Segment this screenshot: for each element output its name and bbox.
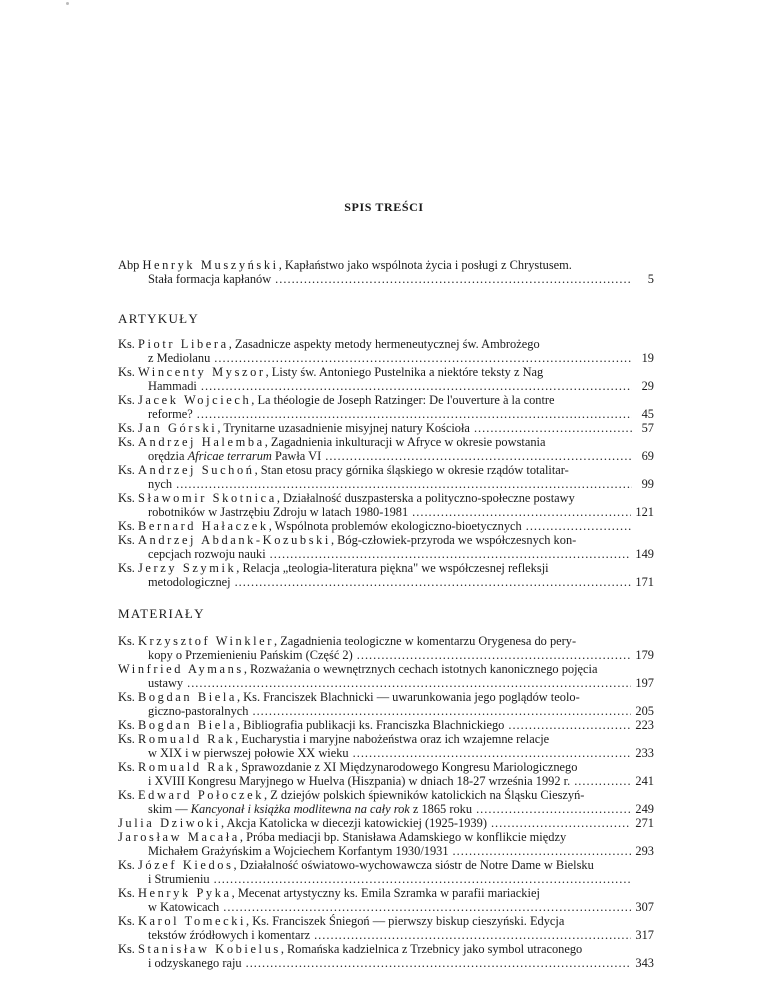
entry-prefix: Ks.	[118, 732, 135, 746]
toc-entry	[118, 533, 654, 561]
dot-leader	[412, 505, 631, 519]
toc-entry	[118, 393, 654, 421]
page-number: 99	[641, 477, 654, 491]
entry-author: Winfried Aymans	[118, 662, 244, 676]
entry-prefix: Ks.	[118, 760, 135, 774]
page-number: 19	[641, 351, 654, 365]
dot-leader	[214, 872, 632, 886]
entry-title: , Zasadnicze aspekty metody hermeneutycznej św. Ambrożego	[228, 337, 540, 351]
entry-author: Julia Dziwoki	[118, 816, 221, 830]
entry-first-line	[118, 858, 654, 872]
entry-author: Bogdan Biela	[137, 690, 237, 704]
entry-first-line	[118, 337, 654, 351]
dot-leader	[353, 746, 632, 760]
entry-title: , Mecenat artystyczny ks. Emila Szramka w parafii mariackiej	[231, 886, 540, 900]
entry-leader-line	[118, 956, 654, 970]
entry-prefix: Ks.	[118, 421, 135, 435]
entry-author: Jan Górski	[137, 421, 218, 435]
page-number: 197	[635, 676, 654, 690]
intro-entry	[118, 258, 654, 286]
entry-title-continued: i Strumieniu	[148, 872, 210, 886]
entry-first-line	[118, 258, 654, 272]
toc-entry	[118, 337, 654, 365]
entry-leader-line	[118, 547, 654, 561]
page-number: 57	[641, 421, 654, 435]
entry-title-italic: Africae terrarum	[187, 449, 272, 463]
dot-leader	[574, 774, 631, 788]
entry-first-line	[118, 519, 654, 533]
entry-title: , Ks. Franciszek Śniegoń — pierwszy biskup cieszyński. Edycja	[246, 914, 565, 928]
dot-leader	[246, 956, 632, 970]
toc-entry	[118, 421, 654, 435]
entry-prefix: Ks.	[118, 942, 135, 956]
page-number: 223	[635, 718, 654, 732]
entry-title-continued: ustawy	[148, 676, 184, 690]
entry-prefix: Ks.	[118, 337, 135, 351]
entry-author: Andrzej Halemba	[137, 435, 265, 449]
entry-prefix: Ks.	[118, 690, 135, 704]
section-heading-articles: ARTYKUŁY	[118, 311, 200, 326]
entry-first-line	[118, 914, 654, 928]
entry-author: Wincenty Myszor	[137, 365, 266, 379]
toc-entry	[118, 914, 654, 942]
entry-title-continued: robotników w Jastrzębiu Zdroju w latach 1980-1981	[148, 505, 409, 519]
page-number: 271	[635, 816, 654, 830]
dot-leader	[453, 844, 632, 858]
toc-entry	[118, 886, 654, 914]
page-number: 293	[635, 844, 654, 858]
toc-entry	[118, 830, 654, 858]
toc-entry	[118, 858, 654, 886]
entry-title: , Bibliografia publikacji ks. Franciszka Blachnickiego	[236, 718, 505, 732]
entry-leader-line	[118, 449, 654, 463]
entry-first-line	[118, 690, 654, 704]
entry-title-continued: nych	[148, 477, 173, 491]
entry-first-line	[118, 435, 654, 449]
page-number: 45	[641, 407, 654, 421]
entry-first-line	[118, 816, 654, 830]
entry-prefix: Ks.	[118, 858, 135, 872]
entry-leader-line	[118, 844, 654, 858]
toc-entry	[118, 816, 654, 830]
dot-leader	[187, 676, 631, 690]
entry-title: , Ks. Franciszek Blachnicki — uwarunkowania jego poglądów teolo-	[236, 690, 580, 704]
entry-author: Jerzy Szymik	[137, 561, 237, 575]
entry-text	[118, 816, 487, 830]
entry-prefix: Ks.	[118, 886, 135, 900]
toc-entry	[118, 718, 654, 732]
entry-title: , Kapłaństwo jako wspólnota życia i posługi z Chrystusem.	[278, 258, 572, 272]
materials-list	[118, 634, 654, 970]
entry-author: Andrzej Abdank-Kozubski	[137, 533, 331, 547]
entry-title: , Stan etosu pracy górnika śląskiego w okresie rządów totalitar-	[254, 463, 569, 477]
page-number: 241	[635, 774, 654, 788]
entry-title-continued: w Katowicach	[148, 900, 220, 914]
page-number: 307	[635, 900, 654, 914]
entry-leader-line	[118, 704, 654, 718]
entry-leader-line	[118, 351, 654, 365]
entry-first-line	[118, 533, 654, 547]
entry-first-line	[118, 732, 654, 746]
entry-author: Bernard Hałaczek	[137, 519, 269, 533]
toc-entry	[118, 491, 654, 519]
entry-author: Józef Kiedos	[137, 858, 234, 872]
entry-leader-line	[118, 676, 654, 690]
entry-title-continued: cepcjach rozwoju nauki	[148, 547, 266, 561]
entry-title: , Romańska kadzielnica z Trzebnicy jako symbol utraconego	[280, 942, 583, 956]
entry-leader-line	[118, 379, 654, 393]
toc-entry	[118, 760, 654, 788]
entry-first-line	[118, 760, 654, 774]
entry-first-line	[118, 463, 654, 477]
entry-first-line	[118, 662, 654, 676]
entry-title-continued: z Mediolanu	[148, 351, 211, 365]
page-title: SPIS TREŚCI	[344, 200, 424, 214]
entry-title: , Z dziejów polskich śpiewników katolickich na Śląsku Cieszyń-	[264, 788, 585, 802]
entry-author: Jarosław Macała	[118, 830, 240, 844]
dot-leader	[526, 519, 632, 533]
entry-title: , Sprawozdanie z XI Międzynarodowego Kongresu Mariologicznego	[235, 760, 578, 774]
entry-prefix: Ks.	[118, 519, 135, 533]
toc-entry	[118, 519, 654, 533]
page-number: 249	[635, 802, 654, 816]
dot-leader	[201, 379, 632, 393]
dot-leader	[476, 802, 631, 816]
entry-prefix: Ks.	[118, 393, 135, 407]
entry-leader-line	[118, 575, 654, 589]
toc-entry	[118, 662, 654, 690]
entry-author: Krzysztof Winkler	[137, 634, 275, 648]
entry-author: Andrzej Suchoń	[137, 463, 255, 477]
entry-text	[118, 519, 522, 533]
entry-leader-line	[118, 900, 654, 914]
dot-leader	[223, 900, 631, 914]
entry-prefix: Ks.	[118, 491, 135, 505]
entry-first-line	[118, 718, 654, 732]
page-number: 233	[635, 746, 654, 760]
entry-prefix: Ks.	[118, 634, 135, 648]
dot-leader	[252, 704, 631, 718]
section-heading-materials: MATERIAŁY	[118, 606, 205, 621]
entry-title-part: orędzia	[148, 449, 188, 463]
entry-first-line	[118, 886, 654, 900]
entry-leader-line	[118, 802, 654, 816]
toc-entry	[118, 634, 654, 662]
entry-title: , La théologie de Joseph Ratzinger: De l'ouverture à la contre	[251, 393, 555, 407]
page-number: 121	[635, 505, 654, 519]
toc-entry	[118, 690, 654, 718]
entry-title: , Relacja „teologia-literatura piękna" we współczesnej refleksji	[236, 561, 549, 575]
entry-title: , Eucharystia i maryjne nabożeństwa oraz ich wzajemne relacje	[235, 732, 550, 746]
entry-title: , Akcja Katolicka w diecezji katowickiej (1925-1939)	[220, 816, 487, 830]
page-number: 29	[641, 379, 654, 393]
dot-leader	[270, 547, 632, 561]
entry-prefix: Ks.	[118, 365, 135, 379]
entry-first-line	[118, 393, 654, 407]
dot-leader	[474, 421, 632, 435]
dot-leader	[357, 648, 632, 662]
page-number: 179	[635, 648, 654, 662]
entry-title-italic: Kancyonał i książka modlitewna na cały rok	[190, 802, 410, 816]
page-number: 205	[635, 704, 654, 718]
entry-title: , Zagadnienia teologiczne w komentarzu Orygenesa do pery-	[274, 634, 577, 648]
entry-title: , Trynitarne uzasadnienie misyjnej natury Kościoła	[217, 421, 470, 435]
entry-leader-line	[118, 407, 654, 421]
entry-title-continued: tekstów źródłowych i komentarz	[148, 928, 311, 942]
entry-first-line	[118, 365, 654, 379]
entry-title-continued: metodologicznej	[148, 575, 231, 589]
entry-author: Henryk Pyka	[137, 886, 232, 900]
entry-text	[118, 421, 470, 435]
entry-author: Piotr Libera	[137, 337, 229, 351]
entry-title-continued: i XVIII Kongresu Maryjnego w Huelva (Hiszpania) w dniach 18-27 września 1992 r.	[148, 774, 571, 788]
entry-first-line	[118, 830, 654, 844]
entry-prefix: Ks.	[118, 533, 135, 547]
entry-text	[118, 718, 504, 732]
entry-author: Stanisław Kobielus	[137, 942, 281, 956]
dot-leader	[275, 272, 632, 286]
entry-leader-line	[118, 477, 654, 491]
entry-first-line	[118, 561, 654, 575]
entry-leader-line	[118, 872, 654, 886]
entry-author: Bogdan Biela	[137, 718, 237, 732]
page-number: 317	[635, 928, 654, 942]
dot-leader	[508, 718, 631, 732]
entry-prefix: Ks.	[118, 914, 135, 928]
entry-author: Jacek Wojciech	[137, 393, 252, 407]
dot-leader	[314, 928, 631, 942]
dot-leader	[176, 477, 632, 491]
entry-title: , Listy św. Antoniego Pustelnika a niektóre teksty z Nag	[265, 365, 544, 379]
entry-first-line	[118, 491, 654, 505]
entry-title-continued: reforme?	[148, 407, 193, 421]
articles-list	[118, 337, 654, 589]
entry-title-continued: giczno-pastoralnych	[148, 704, 249, 718]
entry-leader-line	[118, 774, 654, 788]
entry-leader-line	[118, 648, 654, 662]
entry-title-continued: w XIX i w pierwszej połowie XX wieku	[148, 746, 349, 760]
entry-author: Sławomir Skotnica	[137, 491, 277, 505]
entry-title-continued	[148, 802, 472, 816]
entry-title-continued: Michałem Grażyńskim a Wojciechem Korfantym 1930/1931	[148, 844, 449, 858]
entry-title-continued: Hammadi	[148, 379, 197, 393]
dot-leader	[235, 575, 632, 589]
entry-leader-line	[118, 505, 654, 519]
entry-prefix: Ks.	[118, 463, 135, 477]
entry-title: , Wspólnota problemów ekologiczno-bioetycznych	[268, 519, 522, 533]
entry-leader-line	[118, 272, 654, 286]
entry-author: Henryk Muszyński	[142, 258, 279, 272]
entry-first-line	[118, 421, 654, 435]
page-number: 149	[635, 547, 654, 561]
entry-title-continued: i odzyskanego raju	[148, 956, 242, 970]
toc-entry	[118, 463, 654, 491]
toc-entry	[118, 942, 654, 970]
dot-leader	[214, 351, 632, 365]
entry-prefix: Ks.	[118, 561, 135, 575]
toc-entry	[118, 435, 654, 463]
entry-author: Romuald Rak	[137, 732, 236, 746]
entry-title: , Zagadnienia inkulturacji w Afryce w okresie powstania	[264, 435, 546, 449]
entry-prefix: Ks.	[118, 788, 135, 802]
entry-leader-line	[118, 746, 654, 760]
entry-author: Edward Połoczek	[137, 788, 265, 802]
scan-mark	[66, 2, 69, 5]
entry-first-line	[118, 788, 654, 802]
entry-title-part: Pawła VI	[271, 449, 322, 463]
entry-prefix: Ks.	[118, 718, 135, 732]
toc-entry	[118, 788, 654, 816]
entry-title: , Rozważania o wewnętrznych cechach istotnych kanonicznego pojęcia	[243, 662, 598, 676]
toc-entry	[118, 732, 654, 760]
entry-prefix: Ks.	[118, 435, 135, 449]
dot-leader	[325, 449, 632, 463]
toc-entry	[118, 561, 654, 589]
entry-title-part: z 1865 roku	[409, 802, 473, 816]
page-number: 5	[647, 272, 654, 286]
entry-author: Karol Tomecki	[137, 914, 247, 928]
entry-title-continued	[148, 449, 321, 463]
page-number: 69	[641, 449, 654, 463]
dot-leader	[491, 816, 631, 830]
entry-first-line	[118, 942, 654, 956]
entry-prefix: Abp	[118, 258, 140, 272]
entry-title-continued: kopy o Przemienieniu Pańskim (Część 2)	[148, 648, 353, 662]
dot-leader	[197, 407, 632, 421]
entry-author: Romuald Rak	[137, 760, 236, 774]
entry-title-part: skim —	[148, 802, 191, 816]
entry-first-line	[118, 634, 654, 648]
entry-title: , Działalność oświatowo-wychowawcza sióstr de Notre Dame w Bielsku	[233, 858, 594, 872]
entry-title-continued: Stała formacja kapłanów	[148, 272, 272, 286]
toc-entry	[118, 365, 654, 393]
page-number: 343	[635, 956, 654, 970]
entry-title: , Działalność duszpasterska a polityczno-społeczne postawy	[276, 491, 575, 505]
entry-leader-line	[118, 928, 654, 942]
page-number: 171	[635, 575, 654, 589]
entry-title: , Bóg-człowiek-przyroda we współczesnych kon-	[330, 533, 577, 547]
entry-title: , Próba mediacji bp. Stanisława Adamskiego w konflikcie między	[239, 830, 567, 844]
